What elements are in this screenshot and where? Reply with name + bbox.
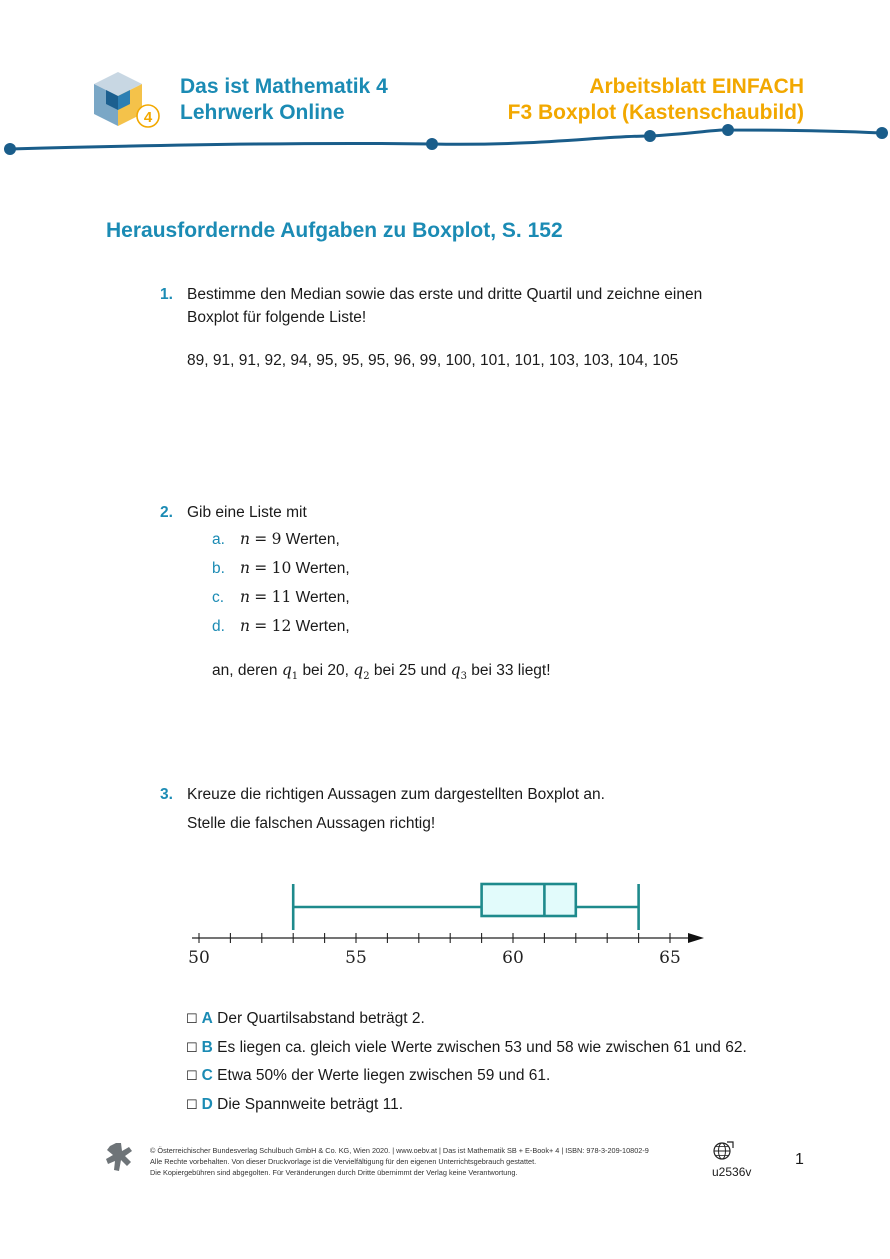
option-text: Etwa 50% der Werte liegen zwischen 59 und 61. xyxy=(217,1067,551,1084)
checkbox-icon[interactable]: ☐ xyxy=(186,1097,198,1112)
header-line xyxy=(0,120,890,160)
q1-symbol: q xyxy=(281,661,292,679)
item-letter: a. xyxy=(212,531,225,548)
task-number: 1. xyxy=(160,286,173,303)
checkbox-icon[interactable]: ☐ xyxy=(186,1011,198,1026)
task-2-item-c xyxy=(212,588,350,607)
publisher-logo xyxy=(104,1142,136,1172)
item-letter: c. xyxy=(212,589,225,606)
task-2-item-a xyxy=(212,530,340,549)
logo-digit: 4 xyxy=(143,109,153,126)
outro-text: an, deren xyxy=(212,662,278,679)
boxplot-chart xyxy=(180,870,720,980)
checkbox-icon[interactable]: ☐ xyxy=(186,1068,198,1083)
axis-arrow xyxy=(688,933,704,943)
task-2-item-b xyxy=(212,559,350,578)
item-suffix: Werten, xyxy=(295,589,350,606)
n-symbol: n xyxy=(240,617,250,635)
option-text: Es liegen ca. gleich viele Werte zwischen 53 und 58 wie zwischen 61 und 62. xyxy=(217,1039,747,1056)
tick-label: 55 xyxy=(345,948,367,968)
equals-sign: = xyxy=(254,559,268,577)
tick-label: 50 xyxy=(188,948,210,968)
task-3 xyxy=(160,783,605,806)
line-dot xyxy=(644,130,656,142)
q3-symbol: q xyxy=(450,661,461,679)
task-number: 3. xyxy=(160,786,173,803)
task-2 xyxy=(160,501,307,524)
sheet-title-block xyxy=(508,74,804,126)
equals-sign: = xyxy=(254,617,268,635)
sheet-topic: F3 Boxplot (Kastenschaubild) xyxy=(507,101,804,124)
n-value: 10 xyxy=(271,559,292,577)
n-symbol: n xyxy=(240,588,250,606)
tick-label: 60 xyxy=(502,948,524,968)
n-symbol: n xyxy=(240,530,250,548)
equals-sign: = xyxy=(254,530,268,548)
option-text: Die Spannweite beträgt 11. xyxy=(217,1096,404,1113)
option-d[interactable] xyxy=(186,1096,403,1114)
n-value: 12 xyxy=(271,617,292,635)
task-text: Bestimme den Median sowie das erste und dritte Quartil und zeichne einen xyxy=(187,286,703,303)
q2-symbol: q xyxy=(353,661,364,679)
task-2-item-d xyxy=(212,617,350,636)
outro-text: bei 33 liegt! xyxy=(471,662,551,679)
n-value: 11 xyxy=(271,588,292,606)
item-letter: d. xyxy=(212,618,225,635)
task-1-list: 89, 91, 91, 92, 94, 95, 95, 95, 96, 99, 100, 101, 101, 103, 103, 104, 105 xyxy=(187,352,679,369)
online-code[interactable]: u2536v xyxy=(712,1165,752,1179)
tick-label: 65 xyxy=(659,948,681,968)
q3-subscript: 3 xyxy=(460,671,467,683)
footer-line: Alle Rechte vorbehalten. Von dieser Druckvorlage ist die Vervielfältigung für den eigenen Unterrichtsgebrauch gestattet. xyxy=(150,1157,537,1166)
task-text: Gib eine Liste mit xyxy=(187,504,307,521)
task-1 xyxy=(160,283,702,306)
option-a[interactable] xyxy=(186,1010,425,1028)
series-title-block xyxy=(180,74,388,126)
option-letter: A xyxy=(201,1010,213,1027)
series-subtitle: Lehrwerk Online xyxy=(180,101,345,124)
task-1-line2: Boxplot für folgende Liste! xyxy=(187,309,367,326)
item-suffix: Werten, xyxy=(285,531,340,548)
n-value: 9 xyxy=(271,530,282,548)
q2-subscript: 2 xyxy=(363,671,370,683)
item-suffix: Werten, xyxy=(295,560,350,577)
task-text: Kreuze die richtigen Aussagen zum dargestellten Boxplot an. xyxy=(187,786,605,803)
option-letter: B xyxy=(201,1039,213,1056)
sheet-level: Arbeitsblatt EINFACH xyxy=(589,75,804,98)
page-number: 1 xyxy=(795,1151,804,1168)
line-dot xyxy=(426,138,438,150)
line-dot xyxy=(4,143,16,155)
option-c[interactable] xyxy=(186,1067,550,1085)
outro-text: bei 20, xyxy=(302,662,349,679)
globe-icon[interactable] xyxy=(712,1141,734,1161)
series-title: Das ist Mathematik 4 xyxy=(180,75,388,98)
footer-text xyxy=(150,1145,649,1178)
option-letter: C xyxy=(201,1067,213,1084)
boxplot-marks xyxy=(293,884,638,930)
equals-sign: = xyxy=(254,588,268,606)
task-3-line2: Stelle die falschen Aussagen richtig! xyxy=(187,815,436,832)
q1-subscript: 1 xyxy=(291,671,299,683)
page-title: Herausfordernde Aufgaben zu Boxplot, S. 152 xyxy=(106,219,563,242)
box-q1-q3 xyxy=(482,884,576,916)
n-symbol: n xyxy=(240,559,250,577)
line-dot xyxy=(722,124,734,136)
footer-line: Die Kopiergebühren sind abgegolten. Für Veränderungen durch Dritte übernimmt der Verlag keine Verantwortung. xyxy=(150,1168,518,1177)
checkbox-icon[interactable]: ☐ xyxy=(186,1040,198,1055)
item-suffix: Werten, xyxy=(295,618,350,635)
option-text: Der Quartilsabstand beträgt 2. xyxy=(217,1010,425,1027)
task-2-outro xyxy=(212,659,551,688)
option-letter: D xyxy=(201,1096,213,1113)
item-letter: b. xyxy=(212,560,225,577)
outro-text: bei 25 und xyxy=(373,662,447,679)
line-dot xyxy=(876,127,888,139)
footer-line: © Österreichischer Bundesverlag Schulbuch GmbH & Co. KG, Wien 2020. | www.oebv.at | Das ist Mathematik SB + E-Book+ 4 | ISBN: 978-3-209-10802-9 xyxy=(150,1146,649,1155)
option-b[interactable] xyxy=(186,1039,747,1057)
task-number: 2. xyxy=(160,504,173,521)
